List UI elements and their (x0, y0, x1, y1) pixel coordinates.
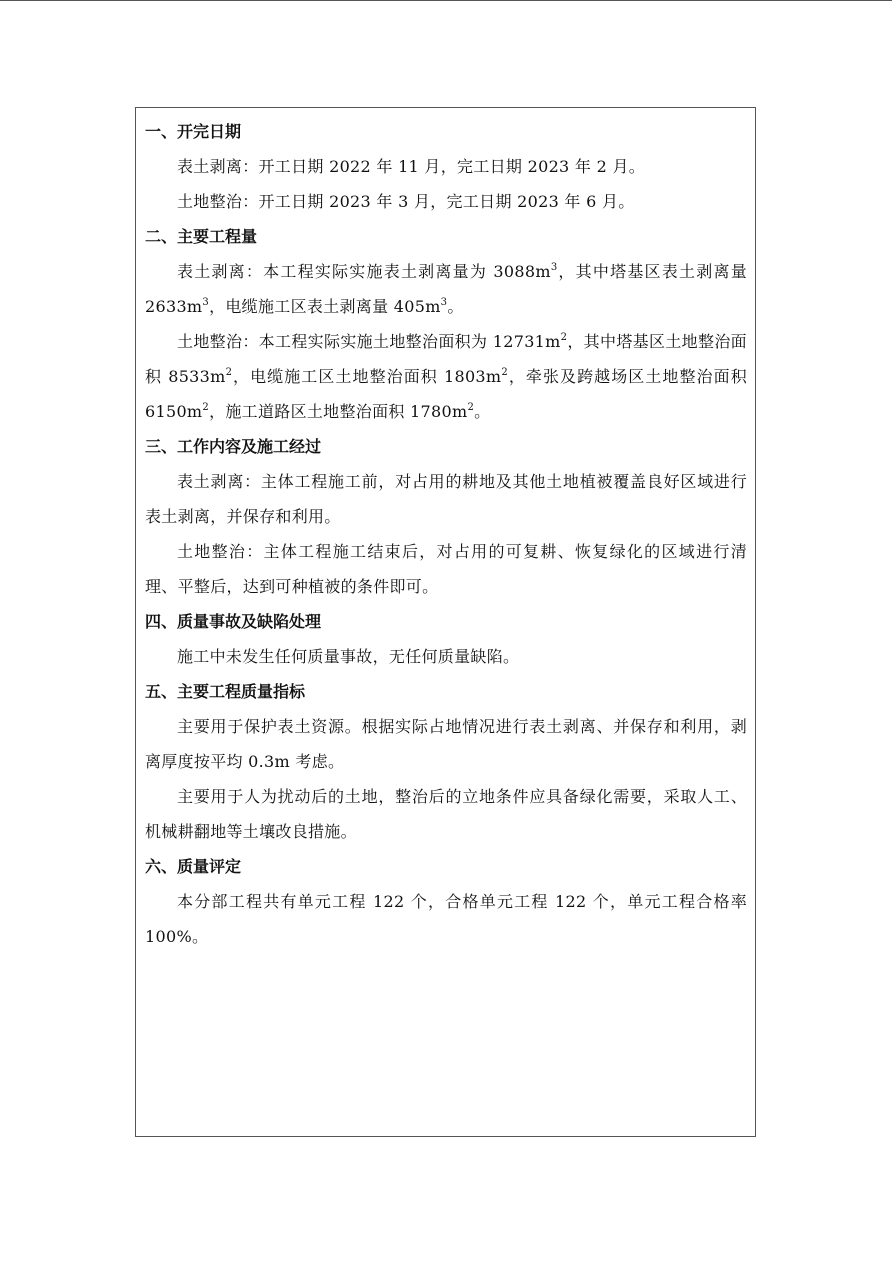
page-top-edge (0, 0, 892, 1)
section-heading-quantities: 二、主要工程量 (145, 227, 258, 246)
paragraph-land-indicator: 主要用于人为扰动后的土地，整治后的立地条件应具备绿化需要，采取人工、机械耕翻地等土壤改良措施。 (145, 787, 747, 841)
paragraph-topsoil-work: 表土剥离：主体工程施工前，对占用的耕地及其他土地植被覆盖良好区域进行表土剥离，并保存和利用。 (145, 472, 747, 526)
section-heading-work-content: 三、工作内容及施工经过 (145, 437, 322, 456)
paragraph-topsoil-dates: 表土剥离：开工日期 2022 年 11 月，完工日期 2023 年 2 月。 (177, 157, 646, 176)
section-heading-quality-indicators: 五、主要工程质量指标 (145, 682, 306, 701)
paragraph-land-dates: 土地整治：开工日期 2023 年 3 月，完工日期 2023 年 6 月。 (177, 192, 635, 211)
paragraph-topsoil-indicator: 主要用于保护表土资源。根据实际占地情况进行表土剥离、并保存和利用，剥离厚度按平均 0.3m 考虑。 (145, 717, 747, 771)
document-frame (135, 107, 756, 1137)
section-heading-dates: 一、开完日期 (145, 122, 242, 141)
paragraph-defects: 施工中未发生任何质量事故，无任何质量缺陷。 (177, 647, 520, 666)
section-heading-defects: 四、质量事故及缺陷处理 (145, 612, 322, 631)
paragraph-topsoil-quantity: 表土剥离：本工程实际实施表土剥离量为 $3088m^3$，其中塔基区表土剥离量 $2633m^3$，电缆施工区表土剥离量 $405m^3$。 (145, 261, 747, 316)
paragraph-land-work: 土地整治：主体工程施工结束后，对占用的可复耕、恢复绿化的区域进行清理、平整后，达到可种植被的条件即可。 (145, 542, 747, 596)
paragraph-assessment: 本分部工程共有单元工程 122 个，合格单元工程 122 个，单元工程合格率 100%。 (145, 892, 747, 946)
paragraph-land-quantity: 土地整治：本工程实际实施土地整治面积为 $12731m^2$，其中塔基区土地整治面积 $8533m^2$，电缆施工区土地整治面积 $1803m^2$，牵张及跨越场区土地整治面积 $6150m^2$，施工道路区土地整治面积 $1780m^2$。 (145, 331, 747, 421)
section-heading-assessment: 六、质量评定 (145, 857, 242, 876)
